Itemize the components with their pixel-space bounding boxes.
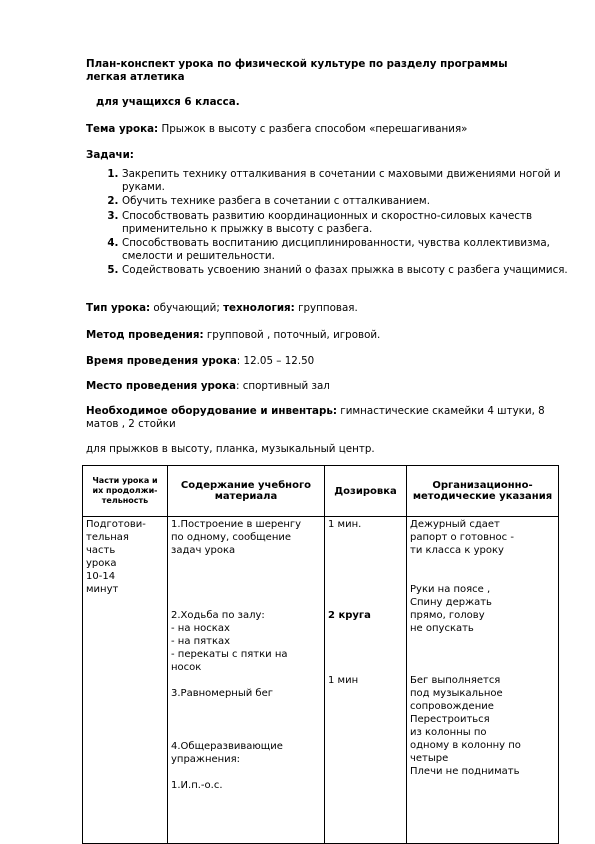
lesson-plan-table (82, 465, 559, 844)
header-guidelines: Организационно-методические указания (407, 466, 559, 517)
technology-label: технология: (223, 302, 295, 314)
note-text: сопровождение (410, 701, 494, 712)
content-text: 2.Ходьба по залу: (171, 610, 265, 621)
note-text: Бег выполняется (410, 675, 501, 686)
lesson-method (86, 329, 380, 342)
part-text: Подготови- (86, 519, 146, 530)
dosage-text: 1 мин (328, 675, 359, 686)
note-text: ти класса к уроку (410, 545, 504, 556)
note-text: Руки на поясе , (410, 584, 491, 595)
dosage-text: 2 круга (328, 610, 371, 621)
note-text: четыре (410, 753, 449, 764)
document-title (86, 58, 566, 84)
lesson-type (86, 302, 358, 315)
content-text: упражнения: (171, 754, 241, 765)
note-text: под музыкальное (410, 688, 503, 699)
task-item: 3. Способствовать развитию координационных и скоростно-силовых качеств применительно к прыжку в высоту с разбега. (122, 210, 587, 236)
table-header-row (83, 466, 559, 517)
cell-dosage (325, 517, 407, 844)
note-text: прямо, голову (410, 610, 485, 621)
part-text: урока (86, 558, 117, 569)
equipment-continued: для прыжков в высоту, планка, музыкальный центр. (86, 443, 375, 455)
topic-value: Прыжок в высоту с разбега способом «перешагивания» (158, 123, 468, 135)
part-text: тельная (86, 532, 129, 543)
note-text: не опускать (410, 623, 474, 634)
lesson-place (86, 380, 330, 393)
cell-content (168, 517, 325, 844)
header-dosage: Дозировка (325, 466, 407, 517)
content-text: носок (171, 662, 202, 673)
note-text: Перестроиться (410, 714, 490, 725)
task-item: 1. Закрепить технику отталкивания в сочетании с маховыми движениями ногой и руками. (122, 168, 587, 194)
content-text: 1.Построение в шеренгу (171, 519, 302, 530)
topic-label: Тема урока: (86, 123, 159, 135)
method-label: Метод проведения: (86, 329, 204, 341)
part-text: минут (86, 584, 119, 595)
cell-lesson-part (83, 517, 168, 844)
note-text: рапорт о готовнос - (410, 532, 514, 543)
content-text: 4.Общеразвивающие (171, 741, 283, 752)
title-line-2: легкая атлетика (86, 71, 185, 83)
lesson-type-value: обучающий; (150, 302, 224, 314)
lesson-time (86, 355, 314, 368)
cell-guidelines (407, 517, 559, 844)
title-line-3: для учащихся 6 класса. (96, 96, 240, 108)
method-value: групповой , поточный, игровой. (203, 329, 381, 341)
time-value: : 12.05 – 12.50 (236, 355, 315, 367)
note-text: из колонны по (410, 727, 487, 738)
task-item: 2. Обучить технике разбега в сочетании с отталкиванием. (122, 195, 587, 208)
content-text: - на пятках (171, 636, 231, 647)
part-text: 10-14 (86, 571, 116, 582)
dosage-text: 1 мин. (328, 519, 362, 530)
note-text: Спину держать (410, 597, 492, 608)
content-text: задач урока (171, 545, 236, 556)
equipment-label: Необходимое оборудование и инвентарь: (86, 405, 338, 417)
content-text: по одному, сообщение (171, 532, 292, 543)
task-item: 5. Содействовать усвоению знаний о фазах прыжка в высоту с разбега учащимися. (122, 264, 587, 277)
note-text: Дежурный сдает (410, 519, 500, 530)
equipment (86, 405, 566, 431)
part-text: часть (86, 545, 116, 556)
table-row (83, 517, 559, 844)
content-text: 1.И.п.-о.с. (171, 780, 223, 791)
time-label: Время проведения урока (86, 355, 237, 367)
title-line-1: План-конспект урока по физической культуре по разделу программы (86, 58, 508, 70)
place-label: Место проведения урока (86, 380, 236, 392)
task-item: 4. Способствовать воспитанию дисциплинированности, чувства коллективизма, смелости и решительности. (122, 237, 587, 263)
content-text: - перекаты с пятки на (171, 649, 288, 660)
tasks-heading: Задачи: (86, 149, 134, 161)
lesson-type-label: Тип урока: (86, 302, 151, 314)
technology-value: групповая. (294, 302, 358, 314)
content-text: 3.Равномерный бег (171, 688, 273, 699)
note-text: одному в колонну по (410, 740, 521, 751)
header-lesson-parts: Части урока и их продолжи-тельность (83, 466, 168, 517)
header-content: Содержание учебного материала (168, 466, 325, 517)
tasks-list (86, 168, 587, 279)
content-text: - на носках (171, 623, 230, 634)
note-text: Плечи не поднимать (410, 766, 520, 777)
equipment-value: гимнастические скамейки 4 штуки, 8 матов , 2 стойки (86, 405, 545, 430)
place-value: : спортивный зал (235, 380, 330, 392)
lesson-topic (86, 123, 467, 136)
